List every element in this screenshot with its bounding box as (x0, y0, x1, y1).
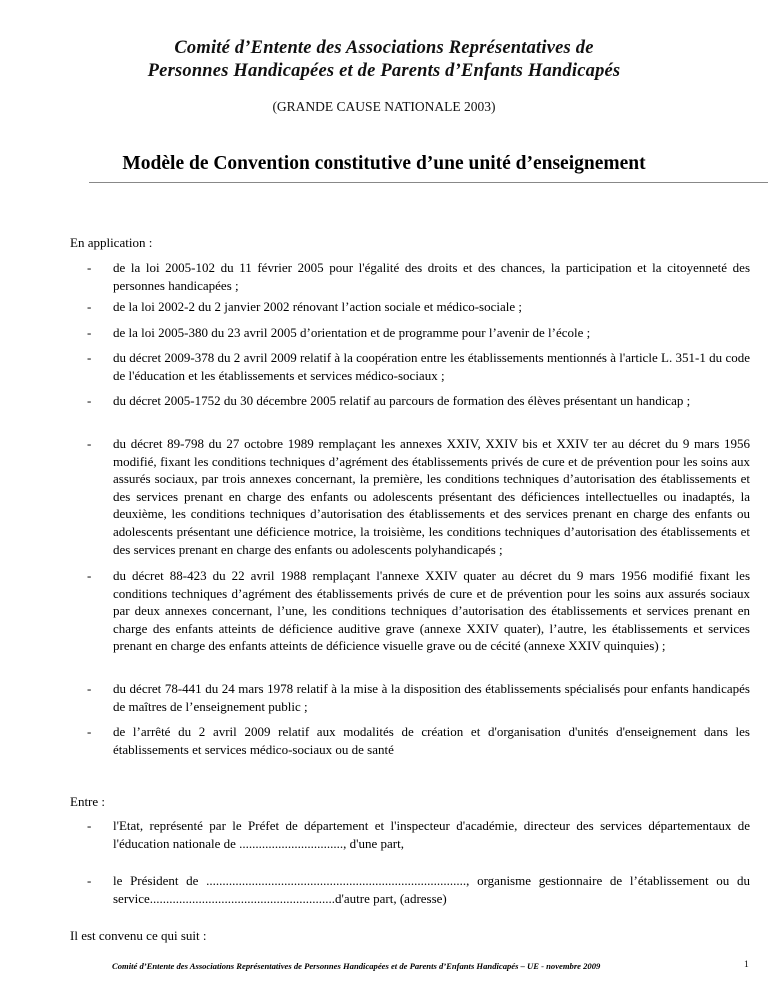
list-dash: - (87, 393, 92, 408)
list-dash: - (87, 681, 92, 696)
list-item-text: l'Etat, représenté par le Préfet de département et l'inspecteur d'académie, directeur des services départementaux de l'éducation nationale de ................................, d'une part, (113, 818, 750, 851)
list-item-text: du décret 89-798 du 27 octobre 1989 remplaçant les annexes XXIV, XXIV bis et XXIV ter au décret du 9 mars 1956 modifié, fixant les conditions techniques d’agrément des établissements privés de cure et de prévention pour les soins aux assurés sociaux, par trois annexes concernant, la première, les conditions techniques d’autorisation des établissements et des services prenant en charge des enfants ou adolescents présentant des déficiences intellectuelles ou inadaptés, la deuxième, les conditions techniques d’autorisation des établissements et des services prenant en charge des enfants ou adolescents présentant une déficience motrice, la troisième, les conditions techniques d’autorisation des établissements et des services prenant en charge des enfants ou adolescents polyhandicapés ; (113, 436, 750, 557)
list-item-text: de l’arrêté du 2 avril 2009 relatif aux modalités de création et d'organisation d'unités d'enseignement dans les établissements et services médico-sociaux ou de santé (113, 724, 750, 757)
parties-label: Entre : (70, 794, 106, 809)
list-item-text: du décret 88-423 du 22 avril 1988 remplaçant l'annexe XXIV quater au décret du 9 mars 1956 modifié fixant les conditions techniques d’agrément des établissements privés de cure et de prévention pour les soins aux assurés sociaux par deux annexes concernant, l’une, les conditions techniques d’autorisation des établissements et services prenant en charge des enfants atteints de déficience auditive grave (annexe XXIV quater), l’autre, les établissements et services prenant en charge des enfants atteints de déficience visuelle grave ou de cécité (annexe XXIV quinquies) ; (113, 568, 750, 654)
list-item-text: du décret 2005-1752 du 30 décembre 2005 relatif au parcours de formation des élèves présentant un handicap ; (113, 393, 691, 408)
list-dash: - (87, 724, 92, 739)
list-item-text: de la loi 2002-2 du 2 janvier 2002 rénovant l’action sociale et médico-sociale ; (113, 299, 523, 314)
document-title: Modèle de Convention constitutive d’une unité d’enseignement (122, 153, 646, 174)
list-item-text: de la loi 2005-380 du 23 avril 2005 d’orientation et de programme pour l’avenir de l’école ; (113, 325, 591, 340)
list-dash: - (87, 436, 92, 451)
list-dash: - (87, 325, 92, 340)
list-item-text: le Président de ................................................................................, organisme gestionnaire de l’établissement ou du service.........................................................d'autre part, (adresse) (113, 873, 750, 906)
list-item-text: de la loi 2005-102 du 11 février 2005 pour l'égalité des droits et des chances, la participation et la citoyenneté des personnes handicapées ; (113, 260, 750, 293)
page-number: 1 (744, 960, 749, 970)
page-footer: Comité d’Entente des Associations Représentatives de Personnes Handicapées et de Parents d’Enfants Handicapés – UE - novembre 2009 (112, 961, 601, 971)
header-org-line-2: Personnes Handicapées et de Parents d’Enfants Handicapés (147, 61, 621, 81)
header-org-line-1: Comité d’Entente des Associations Représentatives de (174, 38, 594, 58)
list-item-text: du décret 78-441 du 24 mars 1978 relatif à la mise à la disposition des établissements spécialisés pour enfants handicapés de maîtres de l’enseignement public ; (113, 681, 750, 714)
list-dash: - (87, 350, 92, 365)
list-dash: - (87, 818, 92, 833)
list-item-text: du décret 2009-378 du 2 avril 2009 relatif à la coopération entre les établissements mentionnés à l'article L. 351-1 du code de l'éducation et les établissements et services médico-sociaux ; (113, 350, 750, 383)
list-dash: - (87, 568, 92, 583)
list-dash: - (87, 299, 92, 314)
agreed-statement: Il est convenu ce qui suit : (70, 928, 207, 943)
title-underline (89, 182, 768, 183)
header-grande-cause: (GRANDE CAUSE NATIONALE 2003) (272, 99, 496, 114)
list-dash: - (87, 260, 92, 275)
application-label: En application : (70, 235, 153, 250)
list-dash: - (87, 873, 92, 888)
